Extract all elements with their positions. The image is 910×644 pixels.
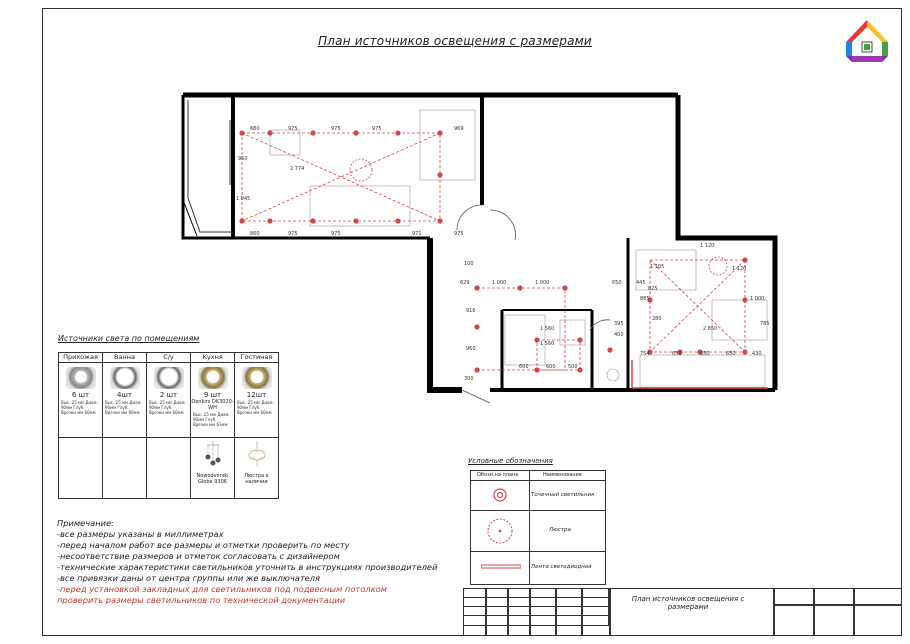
- spot-light-marker: [239, 218, 244, 223]
- dim-mid-1: 1 000: [492, 280, 507, 286]
- spot-light-symbol-icon: [492, 487, 508, 503]
- spotlight-image: [154, 367, 184, 389]
- col-bath: Ванна: [103, 353, 147, 363]
- dim-misc-1: 300: [464, 376, 474, 382]
- spot-light-marker: [742, 349, 747, 354]
- dim-mid-2: 1 000: [535, 280, 550, 286]
- count-bath: 4шт: [117, 391, 132, 399]
- dim-bottom-0: 860: [250, 231, 260, 237]
- note-line: -несоответствие размеров и отметок согласовать с дизайнером: [57, 551, 340, 561]
- chandelier-note: Люстра в наличии: [244, 473, 269, 485]
- chandelier-icon: [247, 441, 267, 469]
- dim-mid-3: 650: [612, 280, 622, 286]
- dim-misc-21: 885: [640, 296, 650, 302]
- dim-misc-16: 430: [752, 351, 762, 357]
- dim-misc-9: 1 000: [750, 296, 765, 302]
- spot-light-marker: [742, 297, 747, 302]
- spot-light-marker: [577, 337, 582, 342]
- spot-light-marker: [742, 257, 747, 262]
- dim-diag: 2 774: [290, 166, 305, 172]
- spot-light-marker: [310, 130, 315, 135]
- spotlight-image: [110, 367, 140, 389]
- col-living: Гостиная: [235, 353, 279, 363]
- col-hallway: Прихожая: [59, 353, 103, 363]
- spot-light-marker: [437, 218, 442, 223]
- dim-top-4: 969: [454, 126, 464, 132]
- dim-misc-6: 1 120: [700, 243, 715, 249]
- cell-bath: [103, 363, 147, 438]
- sources-pendant-row: [59, 438, 279, 499]
- spot-light-marker: [353, 218, 358, 223]
- legend-row-led: [471, 552, 605, 584]
- count-living: 12шт: [246, 391, 267, 399]
- sources-spot-row: [59, 363, 279, 438]
- dim-misc-12: 754: [640, 351, 650, 357]
- note-line: -технические характеристики светильников уточнить в инструкциях производителей: [57, 562, 438, 572]
- dim-misc-19: 825: [648, 286, 658, 292]
- dim-bottom-2: 975: [331, 231, 341, 237]
- dim-bottom-4: 975: [454, 231, 464, 237]
- balcony: [188, 100, 233, 232]
- legend-spot-label: Точечный светильник: [531, 492, 595, 498]
- legend-row-chandelier: [471, 511, 605, 552]
- dim-small-2: 500: [568, 364, 578, 370]
- cell-living-chandelier: [235, 438, 279, 499]
- legend-table: [470, 470, 606, 585]
- col-kitchen: Кухня: [191, 353, 235, 363]
- chandeliers: [350, 159, 727, 275]
- notes-block: [57, 518, 437, 606]
- spot-light-marker: [534, 337, 539, 342]
- spot-light-marker: [239, 130, 244, 135]
- led-strip-symbol-icon: [481, 564, 521, 570]
- dim-misc-15: 650: [726, 351, 736, 357]
- spec-kitchen: Выс. 25 мм Диам. 90мм Глуб. Врезки мм 63мм: [193, 412, 230, 427]
- dim-misc-3: 960: [466, 346, 476, 352]
- legend-led-label: Лента светодиодная: [531, 564, 592, 570]
- dim-small-1: 600: [546, 364, 556, 370]
- cell-living: [235, 363, 279, 438]
- dim-top-2: 975: [331, 126, 341, 132]
- sources-header-row: [59, 353, 279, 363]
- dim-v-1: 1 045: [236, 196, 251, 202]
- chandelier-symbol-icon: [484, 517, 516, 545]
- pendant-lamp-icon: [203, 441, 223, 469]
- cell-hallway: [59, 363, 103, 438]
- spot-light-marker: [267, 130, 272, 135]
- dim-misc-18: 280: [652, 316, 662, 322]
- led-strip: [632, 360, 768, 388]
- spot-light-marker: [607, 347, 612, 352]
- walls: [183, 95, 775, 390]
- light-sources-table: [58, 352, 279, 499]
- spec-hallway: Выс. 25 мм Диам. 90мм Глуб. Врезки мм 60мм: [61, 400, 98, 415]
- legend-row-spot: [471, 480, 605, 511]
- cell-wc: [147, 363, 191, 438]
- dim-misc-5: 400: [614, 332, 624, 338]
- dim-misc-0: 100: [464, 261, 474, 267]
- furniture: [270, 110, 767, 387]
- spot-light-marker: [474, 367, 479, 372]
- dim-v-0: 960: [238, 156, 248, 162]
- spec-bath: Выс. 25 мм Диам. 90мм Глуб. Врезки мм 60мм: [105, 400, 142, 415]
- dim-misc-17: 2 850: [703, 326, 718, 332]
- spotlight-image: [242, 367, 272, 389]
- note-line: -перед началом работ все размеры и отметки проверить по месту: [57, 540, 350, 550]
- cell-kitchen-pendant: [191, 438, 235, 499]
- spot-light-marker: [577, 367, 582, 372]
- title-block: [463, 588, 902, 636]
- dim-top-0: 680: [250, 126, 260, 132]
- dim-bottom-1: 975: [288, 231, 298, 237]
- spot-light-marker: [517, 285, 522, 290]
- legend-title: Условные обозначения: [468, 457, 553, 465]
- spot-light-marker: [395, 130, 400, 135]
- dim-top-3: 975: [372, 126, 382, 132]
- dim-misc-13: 650: [672, 351, 682, 357]
- note-line: -все привязки даны от центра группы или же выключателя: [57, 573, 321, 583]
- model-kitchen: Denkirs DK3020-WH: [191, 399, 234, 411]
- spot-light-marker: [474, 285, 479, 290]
- dim-misc-20: 785: [760, 321, 770, 327]
- note-line: -все размеры указаны в миллиметрах: [57, 529, 224, 539]
- spot-light-marker: [267, 218, 272, 223]
- dim-top-1: 975: [288, 126, 298, 132]
- spec-wc: Выс. 25 мм Диам. 90мм Глуб. Врезки мм 60мм: [149, 400, 186, 415]
- dim-misc-7: 1 120: [732, 266, 747, 272]
- count-kitchen: 9 шт: [203, 391, 222, 399]
- dim-small-0: 600: [519, 364, 529, 370]
- title-block-name: План источников освещения с размерами: [631, 595, 745, 611]
- dim-mid-0: 629: [460, 280, 470, 286]
- light-layout-lines: [242, 133, 745, 370]
- spot-light-marker: [310, 218, 315, 223]
- spotlight-image: [66, 367, 96, 389]
- count-hallway: 6 шт: [71, 391, 90, 399]
- spot-light-marker: [534, 367, 539, 372]
- door-swings: [457, 205, 610, 403]
- dim-misc-2: 916: [466, 308, 476, 314]
- dim-misc-11: 1 560: [540, 341, 555, 347]
- spot-light-marker: [437, 130, 442, 135]
- spot-light-marker: [395, 218, 400, 223]
- dim-bottom-3: 971: [412, 231, 422, 237]
- sources-title: Источники света по помещениям: [58, 334, 200, 343]
- spotlight-image: [198, 367, 228, 389]
- dim-misc-8: 1 105: [650, 264, 665, 270]
- dim-misc-10: 1 560: [540, 326, 555, 332]
- legend-col-name: Наименование: [543, 472, 582, 478]
- dim-misc-4: 395: [614, 321, 624, 327]
- spot-light-marker: [353, 130, 358, 135]
- dim-misc-14: 650: [700, 351, 710, 357]
- notes-heading: Примечание:: [57, 518, 114, 528]
- cell-kitchen: [191, 363, 235, 438]
- spec-living: Выс. 25 мм Диам. 90мм Глуб. Врезки мм 60мм: [237, 400, 274, 415]
- spot-lights: [239, 130, 747, 372]
- count-wc: 2 шт: [159, 391, 178, 399]
- legend-chandelier-label: Люстра: [549, 527, 571, 533]
- note-warning: -перед установкой закладных для светильников под подвесным потолком проверить размеры светильников по технической документации: [57, 584, 387, 605]
- pendant-model: Nowodvorski Globe 9306: [196, 473, 229, 485]
- spot-light-marker: [562, 285, 567, 290]
- page-title: План источников освещения с размерами: [318, 34, 592, 48]
- spot-light-marker: [437, 172, 442, 177]
- dim-mid-4: 445: [636, 280, 646, 286]
- legend-col-symbol: Обозн.на плане: [477, 472, 519, 478]
- spot-light-marker: [474, 324, 479, 329]
- col-wc: С/у: [147, 353, 191, 363]
